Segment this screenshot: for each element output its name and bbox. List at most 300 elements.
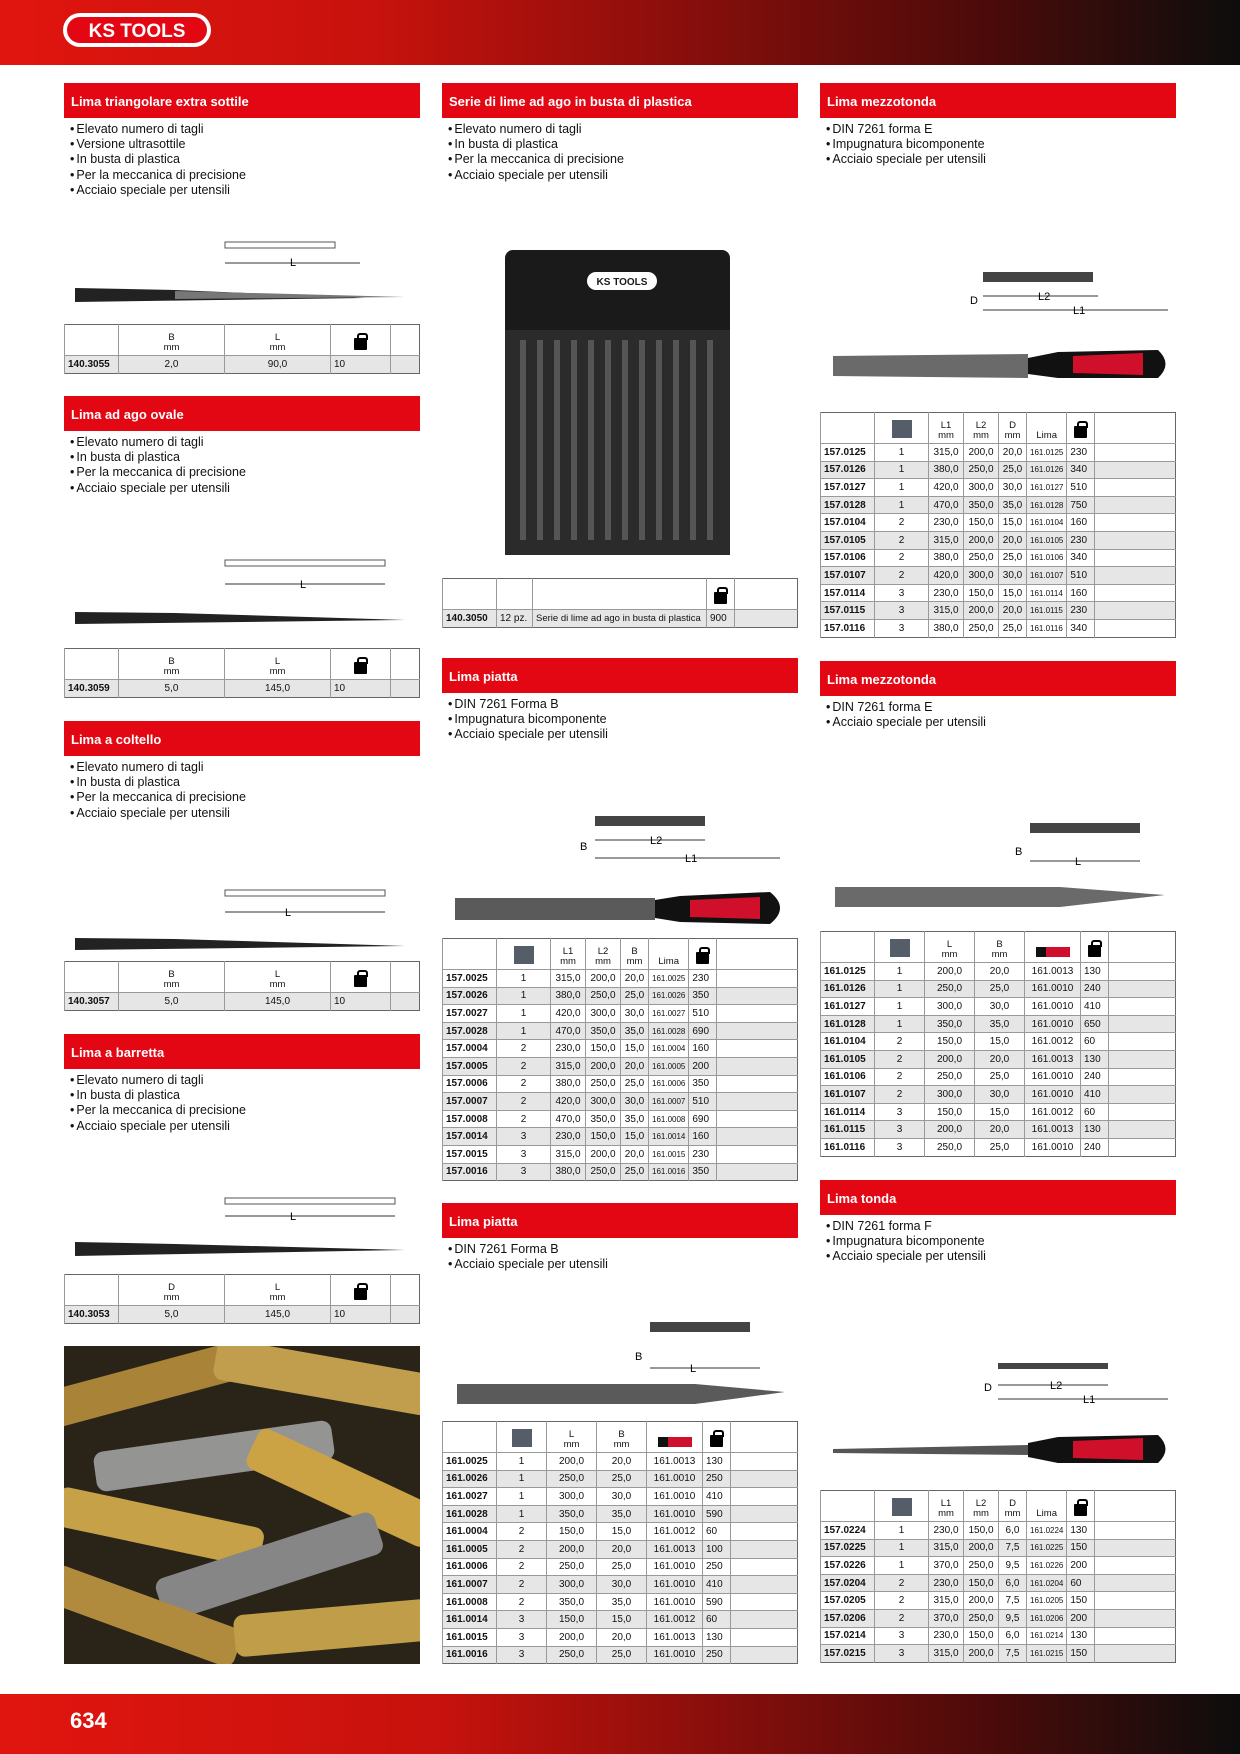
table-cell: 230,0 bbox=[551, 1040, 586, 1058]
table-cell: 230 bbox=[1067, 531, 1095, 549]
table-cell: 161.0012 bbox=[1025, 1033, 1081, 1051]
bullet: • DIN 7261 Forma B bbox=[448, 697, 798, 712]
table-cell: 161.0104 bbox=[1027, 514, 1067, 532]
table-cell: 250,0 bbox=[547, 1558, 597, 1576]
table-cell: 15,0 bbox=[597, 1611, 647, 1629]
table-cell: 161.0010 bbox=[647, 1646, 703, 1664]
table-cell: 240 bbox=[1081, 980, 1109, 998]
article-code: 157.0104 bbox=[821, 514, 875, 532]
article-code: 161.0008 bbox=[443, 1593, 497, 1611]
section-lima-piatta-2 bbox=[442, 1203, 798, 1272]
table-cell: 20,0 bbox=[597, 1453, 647, 1471]
file-set-pouch-image bbox=[500, 250, 740, 560]
table-cell: 1 bbox=[875, 1539, 929, 1557]
table-cell: 9,5 bbox=[999, 1609, 1027, 1627]
table-cell: 161.0107 bbox=[1027, 567, 1067, 585]
table-cell: 35,0 bbox=[999, 496, 1027, 514]
table-cell: 240 bbox=[1081, 1068, 1109, 1086]
table-cell: 350,0 bbox=[547, 1593, 597, 1611]
table-row bbox=[821, 1645, 1176, 1663]
table-cell: 200,0 bbox=[586, 1057, 621, 1075]
table-cell: 3 bbox=[875, 1627, 929, 1645]
table-cell: 420,0 bbox=[551, 1005, 586, 1023]
table-cell: 1 bbox=[497, 1470, 547, 1488]
table-cell: 200,0 bbox=[925, 963, 975, 981]
table-cell: 161.0224 bbox=[1027, 1522, 1067, 1540]
table-cell bbox=[717, 1075, 798, 1093]
table-cell: 25,0 bbox=[621, 1163, 649, 1181]
table-row bbox=[821, 602, 1176, 620]
table-cell: 161.0128 bbox=[1027, 496, 1067, 514]
table-row bbox=[821, 1557, 1176, 1575]
bullet: • Elevato numero di tagli bbox=[70, 1073, 420, 1088]
table-140-3053: D mm L mm 140.3053 5,0 145,0 10 bbox=[64, 1274, 420, 1324]
table-row bbox=[443, 1128, 798, 1146]
table-cell: 1 bbox=[875, 980, 925, 998]
table-cell: 250,0 bbox=[964, 1609, 999, 1627]
table-cell: 200,0 bbox=[547, 1453, 597, 1471]
svg-text:KS TOOLS: KS TOOLS bbox=[88, 21, 186, 42]
table-row bbox=[443, 1523, 798, 1541]
bullet: • DIN 7261 forma F bbox=[826, 1219, 1176, 1234]
table-row bbox=[443, 1593, 798, 1611]
bullet: • DIN 7261 forma E bbox=[826, 700, 1176, 715]
table-row bbox=[443, 1558, 798, 1576]
table-cell: 161.0010 bbox=[647, 1470, 703, 1488]
table-cell: 60 bbox=[703, 1523, 731, 1541]
article-code: 161.0007 bbox=[443, 1576, 497, 1594]
table-140-3055: B mm L mm 140.3055 2,0 90,0 10 bbox=[64, 324, 420, 374]
bullet: • Acciaio speciale per utensili bbox=[70, 806, 420, 821]
article-code: 161.0128 bbox=[821, 1015, 875, 1033]
table-cell: 690 bbox=[689, 1110, 717, 1128]
table-cell: 2 bbox=[497, 1040, 551, 1058]
table-cell bbox=[1109, 998, 1176, 1016]
table-cell: 420,0 bbox=[929, 567, 964, 585]
article-code: 157.0215 bbox=[821, 1645, 875, 1663]
table-cell: 380,0 bbox=[929, 549, 964, 567]
table-157-02xx: L1 mm L2 mm D mm Lima 157.0224 1 230,0 150,0 6,0 161.0224 130 157.0225 1 315,0 200,0 7,5 161.0225 150 157.0226 1 370,0 250,0 9,5 161.0226 200 157.0204 2 230,0 150,0 6,0 161.0204 60 157.0205 2 315,0 200,0 7,5 161.0205 150 157.0206 2 370,0 250,0 9,5 161.0206 200 157.0214 3 230,0 150,0 6,0 161.0214 130 157.0215 3 315,0 200,0 7,5 161.0215 150 bbox=[820, 1490, 1176, 1663]
table-cell: 200,0 bbox=[964, 1539, 999, 1557]
article-code: 161.0025 bbox=[443, 1453, 497, 1471]
table-cell: 230,0 bbox=[929, 584, 964, 602]
table-cell: 161.0010 bbox=[1025, 980, 1081, 998]
table-cell: 200 bbox=[1067, 1557, 1095, 1575]
article-code: 157.0015 bbox=[443, 1145, 497, 1163]
article-code: 157.0008 bbox=[443, 1110, 497, 1128]
table-cell bbox=[1095, 444, 1176, 462]
table-row bbox=[821, 549, 1176, 567]
bullet: • Elevato numero di tagli bbox=[70, 760, 420, 775]
table-cell: 200,0 bbox=[925, 1121, 975, 1139]
table-cell: 161.0016 bbox=[649, 1163, 689, 1181]
table-row bbox=[443, 1646, 798, 1664]
table-cell bbox=[731, 1611, 798, 1629]
svg-text:KS TOOLS: KS TOOLS bbox=[596, 277, 648, 288]
table-cell: 150,0 bbox=[964, 1522, 999, 1540]
table-cell: 300,0 bbox=[547, 1576, 597, 1594]
table-cell: 300,0 bbox=[925, 1086, 975, 1104]
bullet-list bbox=[820, 1219, 1176, 1265]
weight-icon bbox=[1074, 1499, 1087, 1516]
table-cell: 410 bbox=[703, 1576, 731, 1594]
table-cell: 350,0 bbox=[964, 496, 999, 514]
table-cell: 20,0 bbox=[975, 1121, 1025, 1139]
table-cell: 2 bbox=[497, 1057, 551, 1075]
table-cell: 25,0 bbox=[597, 1470, 647, 1488]
bullet-list bbox=[64, 435, 420, 496]
article-code: 157.0128 bbox=[821, 496, 875, 514]
table-cell: 470,0 bbox=[551, 1022, 586, 1040]
section-serie-lime bbox=[442, 83, 798, 183]
table-cell: 230 bbox=[1067, 444, 1095, 462]
table-cell: 3 bbox=[875, 619, 929, 637]
weight-icon bbox=[696, 947, 709, 964]
knife-file-image bbox=[75, 860, 415, 960]
table-cell: 200 bbox=[689, 1057, 717, 1075]
table-cell bbox=[1109, 1068, 1176, 1086]
table-cell: 3 bbox=[497, 1611, 547, 1629]
table-cell: 25,0 bbox=[999, 619, 1027, 637]
table-cell: 230 bbox=[1067, 602, 1095, 620]
table-row bbox=[821, 461, 1176, 479]
table-row bbox=[443, 1628, 798, 1646]
table-cell: 25,0 bbox=[597, 1558, 647, 1576]
table-cell bbox=[717, 1022, 798, 1040]
table-row bbox=[821, 1033, 1176, 1051]
table-row bbox=[821, 1103, 1176, 1121]
table-cell bbox=[731, 1540, 798, 1558]
table-cell: 35,0 bbox=[597, 1593, 647, 1611]
table-cell: 2 bbox=[875, 1609, 929, 1627]
section-title: Lima triangolare extra sottile bbox=[64, 83, 420, 118]
bullet: • Elevato numero di tagli bbox=[448, 122, 798, 137]
table-cell: 7,5 bbox=[999, 1592, 1027, 1610]
table-row bbox=[821, 963, 1176, 981]
cut-type-icon bbox=[514, 946, 534, 964]
bullet: • Versione ultrasottile bbox=[70, 137, 420, 152]
table-cell bbox=[1095, 531, 1176, 549]
article-code: 161.0006 bbox=[443, 1558, 497, 1576]
table-cell bbox=[731, 1470, 798, 1488]
table-cell bbox=[1109, 963, 1176, 981]
table-row bbox=[443, 1145, 798, 1163]
svg-text:L2: L2 bbox=[1050, 1380, 1063, 1392]
section-title: Lima a coltello bbox=[64, 721, 420, 756]
handle-icon bbox=[1036, 947, 1070, 957]
table-cell: 2 bbox=[497, 1558, 547, 1576]
table-cell bbox=[731, 1646, 798, 1664]
bullet-list bbox=[442, 122, 798, 183]
table-cell: 25,0 bbox=[975, 980, 1025, 998]
section-title: Lima mezzotonda bbox=[820, 83, 1176, 118]
table-cell bbox=[1109, 1121, 1176, 1139]
table-cell: 1 bbox=[497, 970, 551, 988]
table-row bbox=[443, 1611, 798, 1629]
table-cell: 470,0 bbox=[929, 496, 964, 514]
table-cell: 130 bbox=[1067, 1522, 1095, 1540]
table-cell: 200,0 bbox=[547, 1628, 597, 1646]
table-cell: 150,0 bbox=[547, 1523, 597, 1541]
table-161-01xx: L mm B mm 161.0125 1 200,0 20,0 161.0013 130 161.0126 1 250,0 25,0 161.0010 240 161.0127 1 300,0 30,0 161.0010 410 161.0128 1 350,0 35,0 161.0010 650 161.0104 2 150,0 15,0 161.0012 60 161.0105 2 200,0 20,0 161.0013 130 161.0106 2 250,0 25,0 161.0010 240 161.0107 2 300,0 30,0 161.0010 410 161.0114 3 150,0 15,0 161.0012 60 161.0115 3 200,0 20,0 161.0013 130 161.0116 3 250,0 25,0 161.0010 240 bbox=[820, 931, 1176, 1157]
article-code: 157.0025 bbox=[443, 970, 497, 988]
article-code: 157.0016 bbox=[443, 1163, 497, 1181]
table-cell: 200,0 bbox=[964, 1645, 999, 1663]
page-number: 634 bbox=[70, 1708, 107, 1733]
rows-t8 bbox=[821, 444, 1176, 638]
section-lima-tonda bbox=[820, 1180, 1176, 1265]
table-cell: 161.0008 bbox=[649, 1110, 689, 1128]
table-row bbox=[443, 970, 798, 988]
table-cell: 370,0 bbox=[929, 1557, 964, 1575]
table-row bbox=[443, 1470, 798, 1488]
table-cell: 2 bbox=[875, 514, 929, 532]
table-cell: 1 bbox=[875, 479, 929, 497]
table-cell: 161.0115 bbox=[1027, 602, 1067, 620]
table-cell: 200 bbox=[1067, 1609, 1095, 1627]
table-cell bbox=[1095, 602, 1176, 620]
table-cell: 315,0 bbox=[551, 970, 586, 988]
table-cell: 7,5 bbox=[999, 1645, 1027, 1663]
table-cell: 650 bbox=[1081, 1015, 1109, 1033]
section-lima-mezzotonda-1 bbox=[820, 83, 1176, 168]
section-title: Lima a barretta bbox=[64, 1034, 420, 1069]
table-cell: 25,0 bbox=[999, 461, 1027, 479]
table-row bbox=[443, 1040, 798, 1058]
table-cell: 230,0 bbox=[929, 514, 964, 532]
table-cell: 250,0 bbox=[925, 1138, 975, 1156]
footer-bar bbox=[0, 1694, 1240, 1754]
table-cell: 160 bbox=[689, 1040, 717, 1058]
article-code: 161.0028 bbox=[443, 1505, 497, 1523]
table-cell: 161.0013 bbox=[647, 1540, 703, 1558]
table-cell: 7,5 bbox=[999, 1539, 1027, 1557]
article-code: 157.0005 bbox=[443, 1057, 497, 1075]
table-cell: 161.0005 bbox=[649, 1057, 689, 1075]
bullet: • In busta di plastica bbox=[70, 775, 420, 790]
table-cell: 161.0013 bbox=[1025, 963, 1081, 981]
table-cell: 161.0010 bbox=[1025, 1086, 1081, 1104]
table-cell: 200,0 bbox=[586, 970, 621, 988]
table-cell: 230,0 bbox=[929, 1627, 964, 1645]
table-cell: 2 bbox=[875, 1068, 925, 1086]
table-cell bbox=[717, 1040, 798, 1058]
cut-type-icon bbox=[512, 1429, 532, 1447]
table-cell: 150,0 bbox=[586, 1128, 621, 1146]
table-cell: 510 bbox=[689, 1093, 717, 1111]
table-cell: 130 bbox=[703, 1453, 731, 1471]
table-cell: 35,0 bbox=[621, 1110, 649, 1128]
table-cell bbox=[717, 987, 798, 1005]
section-title: Lima ad ago ovale bbox=[64, 396, 420, 431]
table-cell: 1 bbox=[875, 1015, 925, 1033]
table-cell: 2 bbox=[875, 1033, 925, 1051]
table-cell: 1 bbox=[875, 496, 929, 514]
table-row bbox=[821, 1627, 1176, 1645]
svg-text:L: L bbox=[1075, 856, 1082, 868]
table-cell: 60 bbox=[1081, 1103, 1109, 1121]
table-cell: 230 bbox=[689, 970, 717, 988]
table-cell bbox=[717, 1163, 798, 1181]
table-cell: 315,0 bbox=[929, 444, 964, 462]
section-title: Serie di lime ad ago in busta di plastica bbox=[442, 83, 798, 118]
table-cell bbox=[1095, 1557, 1176, 1575]
article-code: 161.0116 bbox=[821, 1138, 875, 1156]
table-cell: 380,0 bbox=[551, 987, 586, 1005]
table-row bbox=[821, 1086, 1176, 1104]
table-cell: 161.0028 bbox=[649, 1022, 689, 1040]
article-code: 157.0006 bbox=[443, 1075, 497, 1093]
table-cell: 380,0 bbox=[551, 1075, 586, 1093]
table-row bbox=[443, 1576, 798, 1594]
table-cell: 15,0 bbox=[621, 1128, 649, 1146]
table-cell: 250,0 bbox=[586, 1075, 621, 1093]
table-cell: 200,0 bbox=[547, 1540, 597, 1558]
weight-icon bbox=[710, 1430, 723, 1447]
table-cell: 380,0 bbox=[551, 1163, 586, 1181]
table-row bbox=[821, 619, 1176, 637]
article-code: 157.0114 bbox=[821, 584, 875, 602]
table-cell: 1 bbox=[497, 1005, 551, 1023]
table-cell: 2 bbox=[875, 567, 929, 585]
article-code: 157.0126 bbox=[821, 461, 875, 479]
article-code: 161.0105 bbox=[821, 1050, 875, 1068]
table-cell: 1 bbox=[875, 461, 929, 479]
table-cell: 250,0 bbox=[964, 619, 999, 637]
weight-icon bbox=[714, 587, 727, 604]
table-157-00xx: L1 mm L2 mm B mm Lima 157.0025 1 315,0 200,0 20,0 161.0025 230 157.0026 1 380,0 250,0 25,0 161.0026 350 157.0027 1 420,0 300,0 30,0 161.0027 510 157.0028 1 470,0 350,0 35,0 161.0028 690 157.0004 2 230,0 150,0 15,0 161.0004 160 157.0005 2 315,0 200,0 20,0 161.0005 200 157.0006 2 380,0 250,0 25,0 161.0006 350 157.0007 2 420,0 300,0 30,0 161.0007 510 157.0008 2 470,0 350,0 35,0 161.0008 690 157.0014 3 230,0 150,0 15,0 161.0014 160 157.0015 3 315,0 200,0 20,0 161.0015 230 157.0016 3 380,0 250,0 25,0 161.0016 350 bbox=[442, 938, 798, 1181]
table-cell: 230,0 bbox=[929, 1574, 964, 1592]
table-cell: 161.0106 bbox=[1027, 549, 1067, 567]
table-cell: 240 bbox=[1081, 1138, 1109, 1156]
article-code: 161.0104 bbox=[821, 1033, 875, 1051]
table-cell bbox=[1095, 549, 1176, 567]
table-cell: 150,0 bbox=[547, 1611, 597, 1629]
table-cell: 370,0 bbox=[929, 1609, 964, 1627]
table-cell: 35,0 bbox=[597, 1505, 647, 1523]
table-cell: 200,0 bbox=[586, 1145, 621, 1163]
ks-tools-logo bbox=[62, 10, 212, 50]
table-cell bbox=[1095, 584, 1176, 602]
table-row bbox=[821, 980, 1176, 998]
table-cell: 1 bbox=[497, 1505, 547, 1523]
table-cell bbox=[731, 1628, 798, 1646]
table-cell: 161.0010 bbox=[647, 1593, 703, 1611]
table-140-3050: 140.3050 12 pz. Serie di lime ad ago in busta di plastica 900 bbox=[442, 578, 798, 628]
cut-type-icon bbox=[892, 1498, 912, 1516]
table-cell: 150 bbox=[1067, 1645, 1095, 1663]
table-cell bbox=[1095, 1574, 1176, 1592]
table-cell: 161.0204 bbox=[1027, 1574, 1067, 1592]
svg-text:L1: L1 bbox=[1073, 305, 1086, 317]
table-cell bbox=[731, 1523, 798, 1541]
table-cell: 350,0 bbox=[586, 1022, 621, 1040]
table-row bbox=[443, 1540, 798, 1558]
table-cell: 20,0 bbox=[621, 970, 649, 988]
table-cell: 20,0 bbox=[999, 602, 1027, 620]
table-cell: 200,0 bbox=[964, 602, 999, 620]
bullet: • Acciaio speciale per utensili bbox=[448, 727, 798, 742]
article-code: 157.0107 bbox=[821, 567, 875, 585]
table-cell: 161.0010 bbox=[1025, 1015, 1081, 1033]
table-row bbox=[821, 1592, 1176, 1610]
table-cell: 161.0105 bbox=[1027, 531, 1067, 549]
table-cell bbox=[1095, 479, 1176, 497]
table-cell: 200,0 bbox=[964, 531, 999, 549]
table-cell: 9,5 bbox=[999, 1557, 1027, 1575]
table-cell: 690 bbox=[689, 1022, 717, 1040]
table-cell: 25,0 bbox=[621, 987, 649, 1005]
table-cell: 30,0 bbox=[999, 479, 1027, 497]
table-cell bbox=[1095, 1609, 1176, 1627]
article-code: 157.0014 bbox=[443, 1128, 497, 1146]
table-cell: 30,0 bbox=[621, 1093, 649, 1111]
table-cell: 2 bbox=[875, 1592, 929, 1610]
table-cell: 2 bbox=[497, 1523, 547, 1541]
table-row bbox=[821, 496, 1176, 514]
table-cell: 161.0026 bbox=[649, 987, 689, 1005]
table-cell: 200,0 bbox=[964, 444, 999, 462]
table-row bbox=[821, 1138, 1176, 1156]
article-code: 161.0005 bbox=[443, 1540, 497, 1558]
bullet-list bbox=[820, 122, 1176, 168]
table-cell: 35,0 bbox=[975, 1015, 1025, 1033]
table-cell: 315,0 bbox=[929, 1592, 964, 1610]
table-cell: 161.0015 bbox=[649, 1145, 689, 1163]
bullet-list bbox=[64, 122, 420, 198]
bullet: • Per la meccanica di precisione bbox=[448, 152, 798, 167]
table-140-3059: B mm L mm 140.3059 5,0 145,0 10 bbox=[64, 648, 420, 698]
table-cell: 161.0013 bbox=[1025, 1121, 1081, 1139]
table-cell: 1 bbox=[497, 1022, 551, 1040]
svg-text:L1: L1 bbox=[685, 853, 698, 865]
table-cell bbox=[731, 1593, 798, 1611]
table-cell: 230 bbox=[689, 1145, 717, 1163]
table-cell: 3 bbox=[875, 1645, 929, 1663]
weight-icon bbox=[1074, 421, 1087, 438]
handle-icon bbox=[658, 1437, 692, 1447]
section-lima-triangolare bbox=[64, 83, 420, 198]
table-cell: 230,0 bbox=[551, 1128, 586, 1146]
oval-needle-file-image bbox=[75, 550, 415, 630]
table-cell: 161.0225 bbox=[1027, 1539, 1067, 1557]
round-file-handle-image bbox=[828, 1355, 1178, 1470]
table-cell bbox=[1109, 1086, 1176, 1104]
table-cell bbox=[717, 1145, 798, 1163]
table-cell: 20,0 bbox=[975, 963, 1025, 981]
bullet: • Per la meccanica di precisione bbox=[70, 790, 420, 805]
table-cell: 30,0 bbox=[621, 1005, 649, 1023]
round-needle-file-image bbox=[75, 1190, 415, 1265]
table-cell: 150,0 bbox=[964, 1627, 999, 1645]
table-cell: 300,0 bbox=[964, 567, 999, 585]
table-cell: 130 bbox=[703, 1628, 731, 1646]
table-cell: 25,0 bbox=[999, 549, 1027, 567]
article-code: 161.0004 bbox=[443, 1523, 497, 1541]
article-code: 157.0225 bbox=[821, 1539, 875, 1557]
dim-l: L bbox=[290, 257, 297, 269]
table-cell: 3 bbox=[875, 1121, 925, 1139]
table-cell: 250,0 bbox=[925, 1068, 975, 1086]
table-cell: 161.0125 bbox=[1027, 444, 1067, 462]
section-lima-coltello bbox=[64, 721, 420, 821]
table-cell: 25,0 bbox=[597, 1646, 647, 1664]
table-cell: 161.0126 bbox=[1027, 461, 1067, 479]
article-code: 157.0125 bbox=[821, 444, 875, 462]
table-cell bbox=[1095, 1627, 1176, 1645]
article-code: 157.0214 bbox=[821, 1627, 875, 1645]
table-cell: 35,0 bbox=[621, 1022, 649, 1040]
